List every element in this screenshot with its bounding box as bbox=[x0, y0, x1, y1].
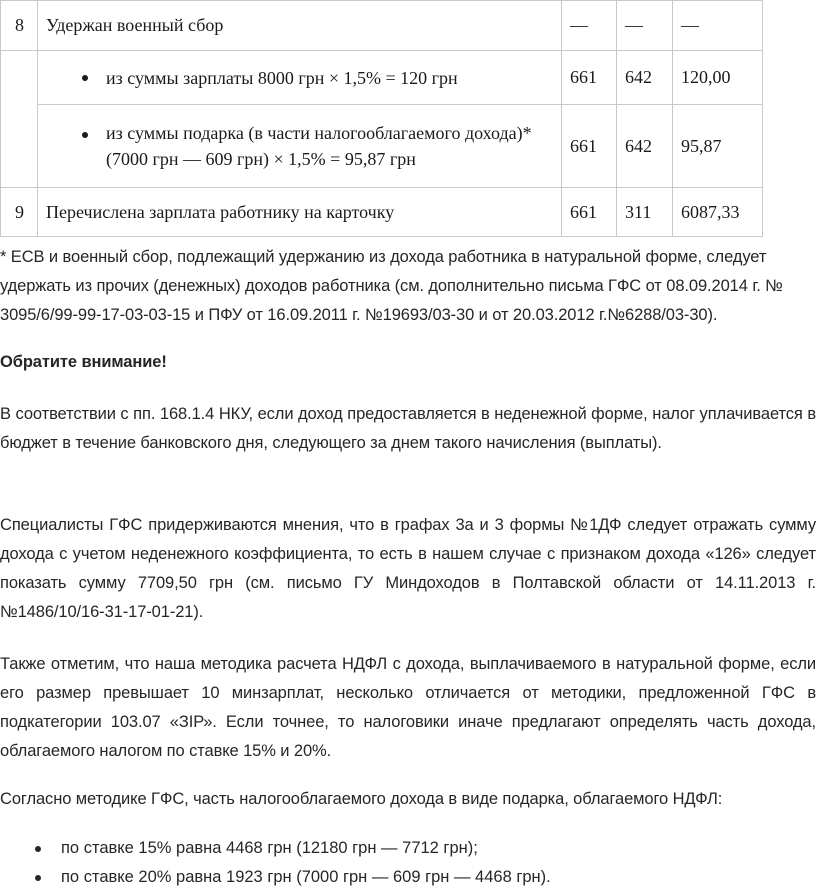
list-item-text: по ставке 15% равна 4468 грн (12180 грн — 7712 грн); bbox=[61, 839, 478, 857]
debit-account: — bbox=[562, 1, 617, 51]
paragraph: В соответствии с пп. 168.1.4 НКУ, если доход предоставляется в неденежной форме, налог уплачивается в бюджет в течение банковского дня, следующего за днем такого начисления (выплаты). bbox=[0, 405, 816, 452]
amount: 120,00 bbox=[673, 51, 763, 105]
bullet-icon bbox=[35, 875, 41, 881]
table-row bbox=[1, 1, 763, 51]
attention-heading: Обратите внимание! bbox=[0, 353, 167, 371]
debit-account: 661 bbox=[562, 105, 617, 188]
accounting-table bbox=[0, 0, 763, 237]
credit-account: — bbox=[617, 1, 673, 51]
row-description: Перечислена зарплата работнику на карточку bbox=[38, 188, 562, 237]
list-item-text: по ставке 20% равна 1923 грн (7000 грн — 609 грн — 4468 грн). bbox=[61, 868, 551, 886]
table-row bbox=[1, 51, 763, 105]
list-item bbox=[0, 834, 551, 863]
footnote: * ЕСВ и военный сбор, подлежащий удержанию из дохода работника в натуральной форме, следует удержать из прочих (денежных) доходов работника (см. дополнительно письма ГФС от 08.09.2014 г. № 3095/6/99-99-17-03-03-15 и ПФУ от 16.09.2011 г. №19693/03-30 и от 20.03.2012 г.№6288/03-30). bbox=[0, 248, 783, 324]
rate-list bbox=[0, 834, 551, 892]
table-row bbox=[1, 105, 763, 188]
row-number: 9 bbox=[1, 188, 38, 237]
credit-account: 311 bbox=[617, 188, 673, 237]
list-item bbox=[0, 863, 551, 892]
row-description: Удержан военный сбор bbox=[38, 1, 562, 51]
row-description-text: из суммы зарплаты 8000 грн × 1,5% = 120 грн bbox=[106, 67, 458, 88]
amount: 6087,33 bbox=[673, 188, 763, 237]
row-description bbox=[38, 105, 562, 188]
paragraph: Согласно методике ГФС, часть налогооблагаемого дохода в виде подарка, облагаемого НДФЛ: bbox=[0, 790, 723, 808]
paragraph: Специалисты ГФС придерживаются мнения, что в графах 3а и 3 формы №1ДФ следует отражать сумму дохода с учетом неденежного коэффициента, то есть в нашем случае с признаком дохода «126» следует показать сумму 7709,50 грн (см. письмо ГУ Миндоходов в Полтавской области от 14.11.2013 г. №1486/10/16-31-17-01-21). bbox=[0, 516, 816, 621]
table-row bbox=[1, 188, 763, 237]
paragraph: Также отметим, что наша методика расчета НДФЛ с дохода, выплачиваемого в натуральной форме, если его размер превышает 10 минзарплат, несколько отличается от методики, предложенной ГФС в подкатегории 103.07 «ЗІР». Если точнее, то налоговики иначе предлагают определять часть дохода, облагаемого налогом по ставке 15% и 20%. bbox=[0, 655, 816, 760]
debit-account: 661 bbox=[562, 51, 617, 105]
debit-account: 661 bbox=[562, 188, 617, 237]
bullet-icon bbox=[35, 846, 41, 852]
bullet-icon bbox=[82, 132, 88, 138]
credit-account: 642 bbox=[617, 105, 673, 188]
bullet-icon bbox=[82, 75, 88, 81]
credit-account: 642 bbox=[617, 51, 673, 105]
amount: — bbox=[673, 1, 763, 51]
row-number: 8 bbox=[1, 1, 38, 51]
row-number-empty bbox=[1, 51, 38, 188]
amount: 95,87 bbox=[673, 105, 763, 188]
row-description bbox=[38, 51, 562, 105]
row-description-text: из суммы подарка (в части налогооблагаемого дохода)* (7000 грн — 609 грн) × 1,5% = 95,87 грн bbox=[106, 123, 532, 169]
